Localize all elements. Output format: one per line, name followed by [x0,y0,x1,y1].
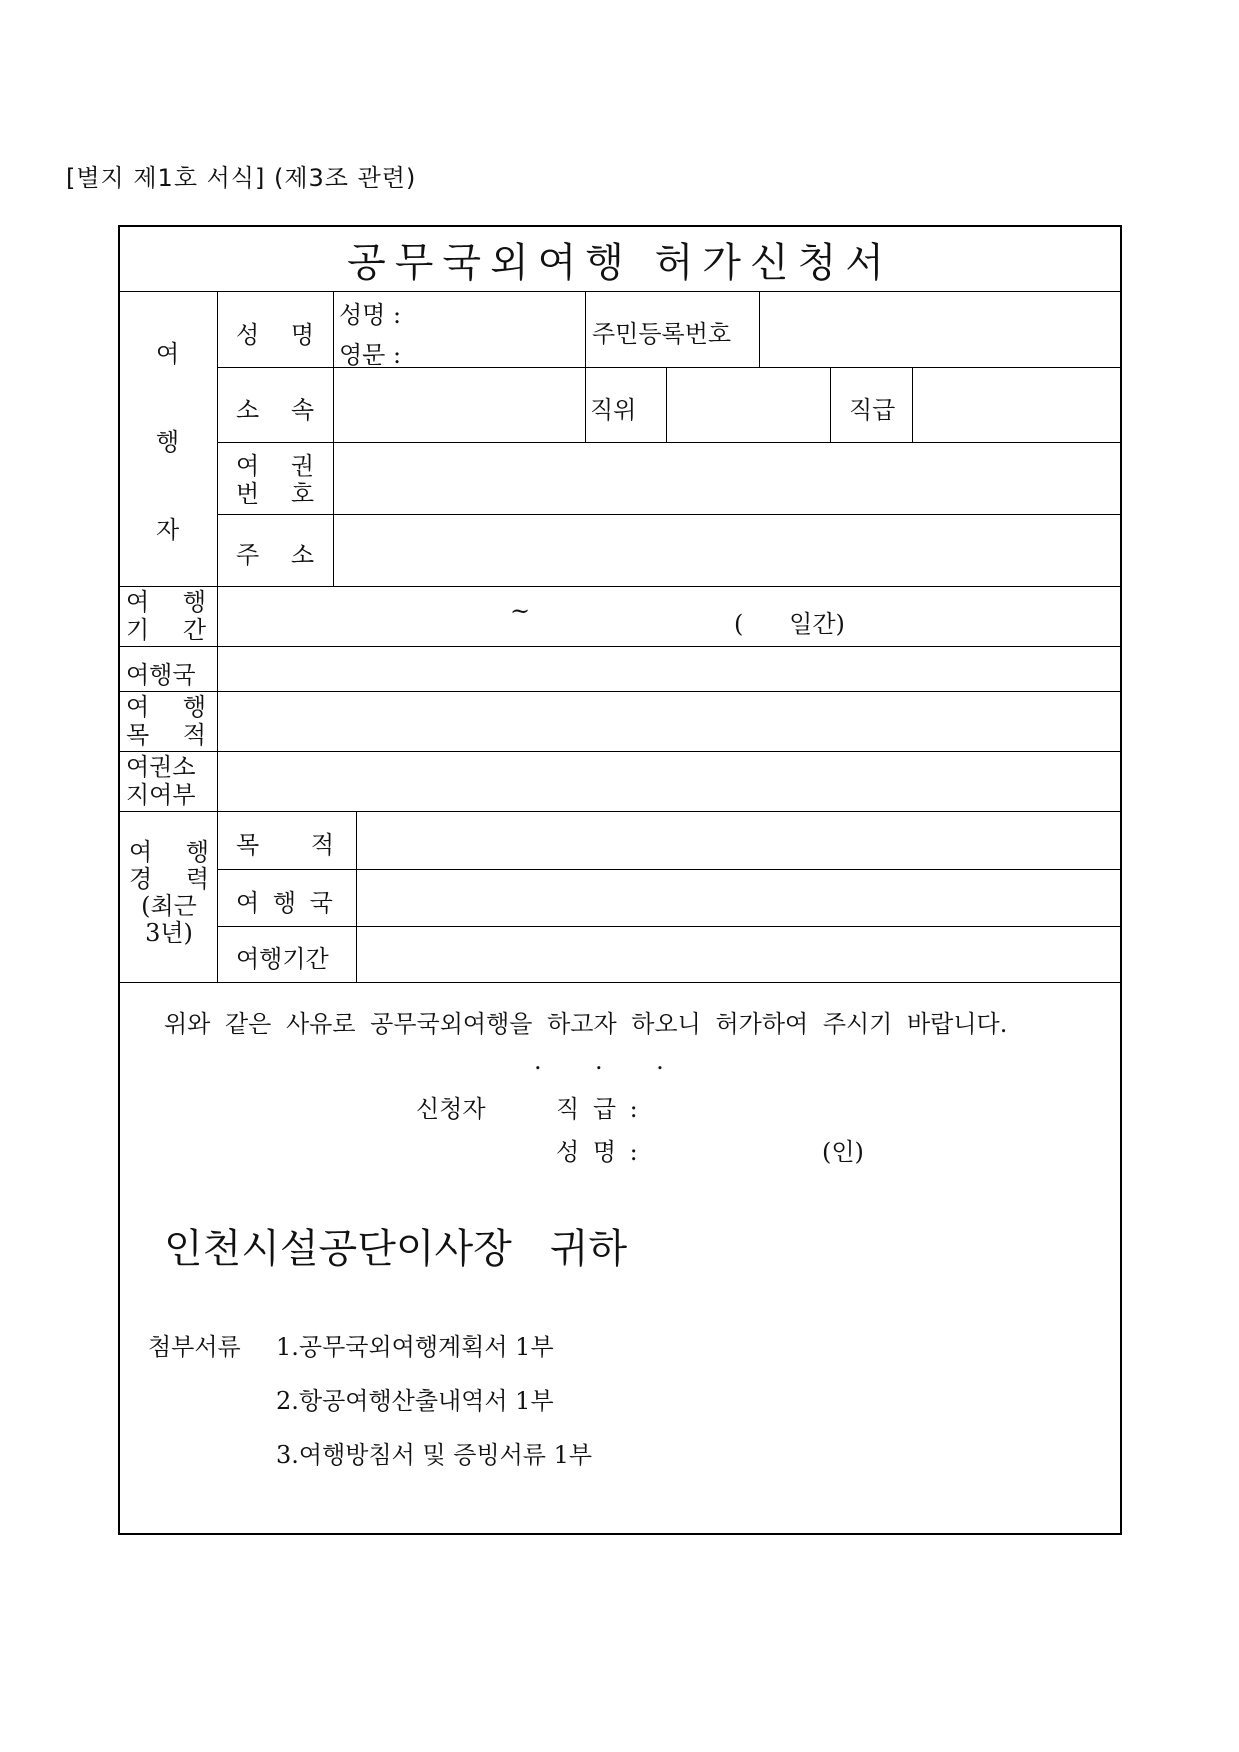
traveler-label-3: 자 [156,516,180,544]
address-label: 주 소 [236,541,314,569]
date-dots: . . . [534,1047,664,1075]
attachment-item: 2.항공여행산출내역서 1부 [276,1387,554,1415]
attachment-item: 3.여행방침서 및 증빙서류 1부 [276,1441,593,1469]
traveler-label-1: 여 [156,340,180,368]
destination-label: 여행국 [126,661,196,689]
affiliation-label: 소 속 [236,396,314,424]
applicant-name-label: 성 명 : [556,1138,638,1166]
resident-number-label: 주민등록번호 [592,320,732,348]
recipient: 인천시설공단이사장 귀하 [164,1226,628,1272]
name-korean-label: 성명 : [339,301,402,329]
request-statement: 위와 같은 사유로 공무국외여행을 하고자 하오니 허가하여 주시기 바랍니다. [164,1010,1008,1038]
grade-label: 직급 [849,396,896,424]
travel-period-label: 여 행 기 간 [126,588,206,644]
purpose-label: 여 행 목 적 [126,693,206,749]
applicant-grade-label: 직 급 : [556,1095,638,1123]
traveler-label-2: 행 [156,428,180,456]
history-period-label: 여행기간 [236,945,329,973]
name-label: 성 명 [236,321,314,349]
application-form [118,225,1122,1535]
applicant-label: 신청자 [416,1095,486,1123]
position-label: 직위 [590,396,637,424]
form-title: 공무국외여행 허가신청서 [347,239,893,286]
travel-history-label: 여 행 경 력 (최근 3년) [129,838,209,947]
history-purpose-label: 목 적 [236,831,334,859]
period-days: ( 일간) [734,610,845,638]
attachments-label: 첨부서류 [148,1333,241,1361]
passport-number-label: 여 권 번 호 [236,452,314,508]
passport-held-label: 여권소 지여부 [126,753,196,809]
form-header-reference: [별지 제1호 서식] (제3조 관련) [66,164,417,192]
period-tilde: ~ [510,597,531,625]
history-country-label: 여 행 국 [236,889,333,917]
name-english-label: 영문 : [339,341,402,369]
attachment-item: 1.공무국외여행계획서 1부 [276,1333,554,1361]
seal-label: (인) [822,1138,864,1166]
